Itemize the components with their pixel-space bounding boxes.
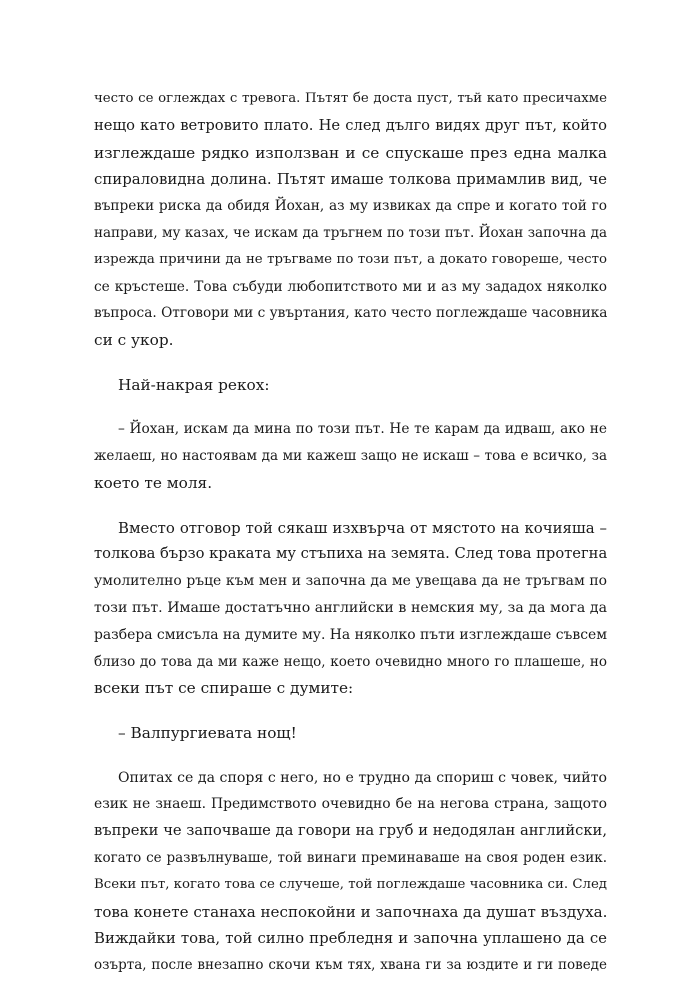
text-line: си с укор. [94,331,174,350]
text-line: близо до това да ми каже нещо, което очевидно много го плашеше, но [94,653,607,670]
text-line: въпреки риска да обидя Йохан, аз му извиках да спре и когато той го [94,198,607,215]
paragraph-gap [94,399,607,417]
text-line: Вместо отговор той сякаш изхвърча от мястото на кочияша – [118,518,607,537]
paragraph-gap [94,354,607,372]
text-line: често се оглеждах с тревога. Пътят бе доста пуст, тъй като пресичахме [94,91,607,106]
paragraph [94,372,607,399]
text-line: това конете станаха неспокойни и започнаха да душат въздуха. [94,902,608,921]
page-text [94,86,607,979]
text-line: въпроса. Отговори ми с увъртания, като често поглеждаше часовника [94,305,608,322]
text-line: – Валпургиевата нощ! [118,723,297,742]
paragraph [94,86,607,354]
text-line: умолително ръце към мен и започна да ме увещава да не тръгвам по [94,573,607,590]
text-line: толкова бързо краката му стъпиха на земята. След това протегна [94,545,608,563]
text-line: – Йохан, искам да мина по този път. Не те карам да идваш, ако не [118,421,607,438]
paragraph-gap [94,702,607,720]
text-line: озърта, после внезапно скочи към тях, хвана ги за юздите и ги поведе [94,957,607,974]
text-line: Всеки път, когато това се случеше, той поглеждаше часовника си. След [94,876,607,892]
paragraph [94,515,607,703]
text-line: всеки път се спираше с думите: [94,679,354,698]
text-line: Най-накрая рекох: [118,375,270,394]
text-line: този път. Имаше достатъчно английски в немския му, за да мога да [94,599,607,616]
text-line: желаеш, но настоявам да ми кажеш защо не искаш – това е всичко, за [94,448,607,465]
text-line: Виждайки това, той силно пребледня и започна уплашено да се [94,929,607,948]
text-line: нещо като ветровито плато. Не след дълго видях друг път, който [94,116,607,134]
text-line: въпреки че започваше да говори на груб и недодялан английски, [94,822,607,840]
text-line: Опитах се да споря с него, но е трудно да спориш с човек, чийто [118,769,607,786]
text-line: когато се развълнуваше, той винаги преминаваше на своя роден език. [94,849,607,866]
text-line: изглеждаше рядко използван и се спускаше през една малка [94,143,607,162]
text-line: се кръстеше. Това събуди любопитството ми и аз му зададох няколко [94,278,607,295]
text-line: което те моля. [94,473,213,492]
paragraph [94,765,607,979]
text-line: език не знаеш. Предимството очевидно бе на негова страна, защото [94,796,607,813]
text-line: направи, му казах, че искам да тръгнем по този път. Йохан започна да [94,224,607,241]
paragraph-gap [94,497,607,515]
paragraph-gap [94,747,607,765]
paragraph [94,720,607,747]
text-line: спираловидна долина. Пътят имаше толкова примамлив вид, че [94,170,607,189]
text-line: разбера смисъла на думите му. На няколко пъти изглеждаше съвсем [94,626,607,643]
text-line: изрежда причини да не тръгваме по този път, а докато говореше, често [94,251,607,267]
paragraph [94,416,607,496]
